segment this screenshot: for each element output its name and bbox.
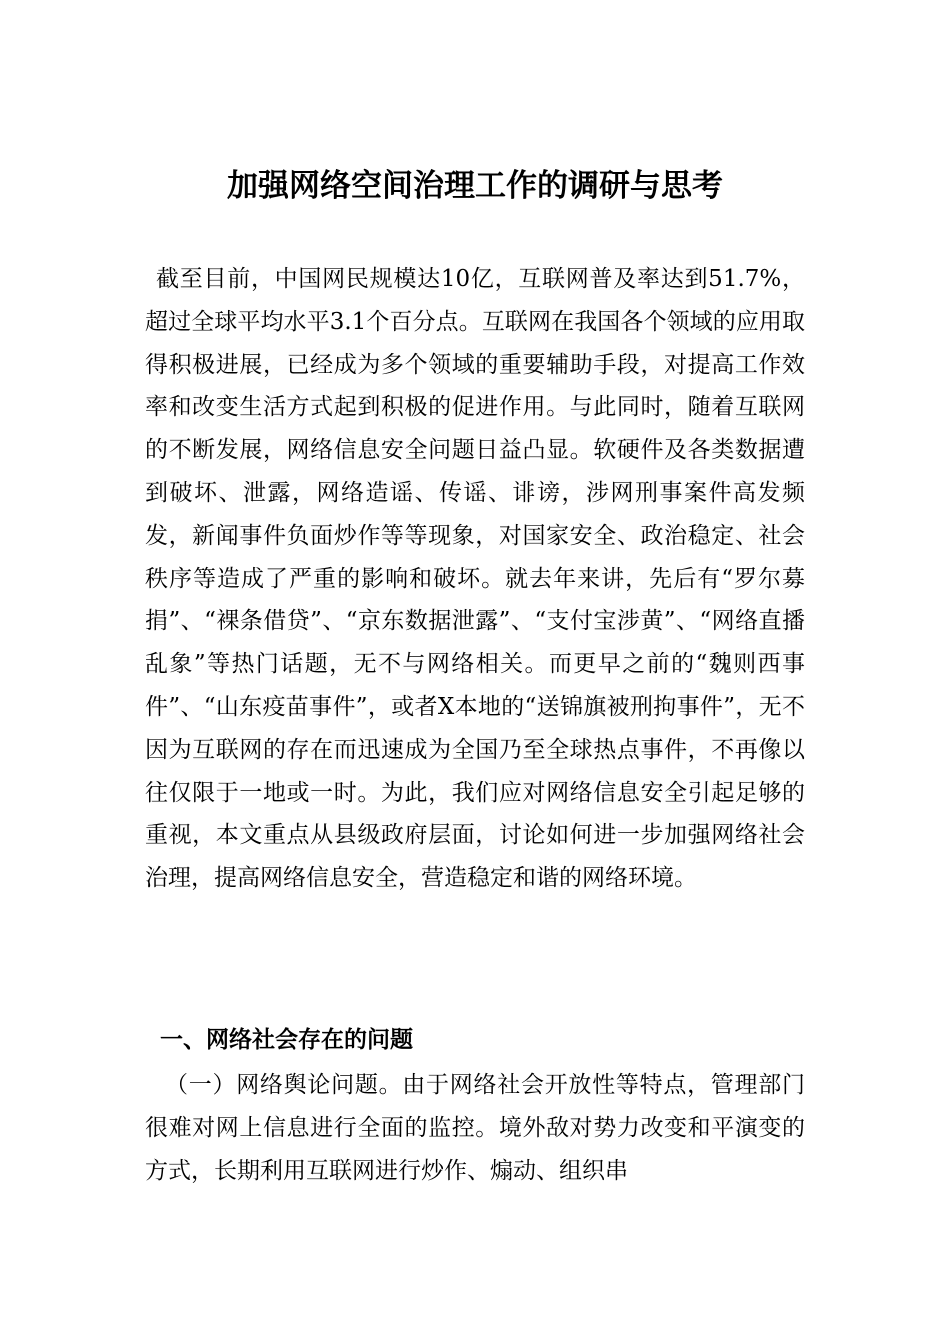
document-title: 加强网络空间治理工作的调研与思考	[227, 168, 723, 204]
intro-paragraph: 截至目前，中国网民规模达10亿，互联网普及率达到51.7%，超过全球平均水平3.1个百分点。互联网在我国各个领域的应用取得积极进展，已经成为多个领域的重要辅助手段，对提高工作效率和改变生活方式起到积极的促进作用。与此同时，随着互联网的不断发展，网络信息安全问题日益凸显。软硬件及各类数据遭到破坏、泄露，网络造谣、传谣、诽谤，涉网刑事案件高发频发，新闻事件负面炒作等等现象，对国家安全、政治稳定、社会秩序等造成了严重的影响和破坏。就去年来讲，先后有“罗尔募捐”、“裸条借贷”、“京东数据泄露”、“支付宝涉黄”、“网络直播乱象”等热门话题，无不与网络相关。而更早之前的“魏则西事件”、“山东疫苗事件”，或者X本地的“送锦旗被刑拘事件”，无不因为互联网的存在而迅速成为全国乃至全球热点事件，不再像以往仅限于一地或一时。为此，我们应对网络信息安全引起足够的重视，本文重点从县级政府层面，讨论如何进一步加强网络社会治理，提高网络信息安全，营造稳定和谐的网络环境。	[145, 266, 805, 892]
section-paragraph: （一）网络舆论问题。由于网络社会开放性等特点，管理部门很难对网上信息进行全面的监控。境外敌对势力改变和平演变的方式，长期利用互联网进行炒作、煽动、组织串	[145, 1072, 805, 1184]
section-heading: 一、网络社会存在的问题	[160, 1027, 413, 1053]
